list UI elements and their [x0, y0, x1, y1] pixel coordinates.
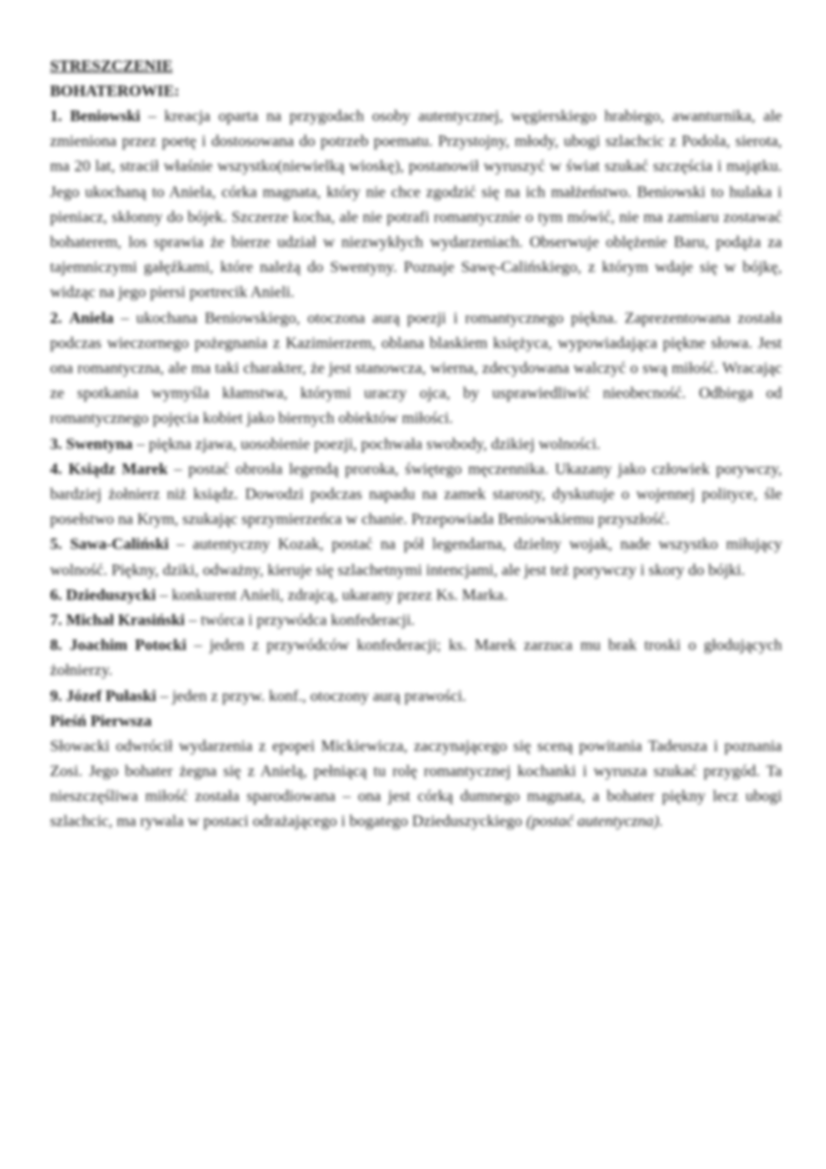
hero-name: Dzieduszycki	[66, 586, 156, 604]
song-text-note: (postać autentyczna).	[526, 813, 664, 831]
hero-name: Michał Krasiński	[66, 612, 185, 630]
hero-number: 3.	[50, 435, 62, 453]
hero-paragraph	[50, 608, 782, 633]
hero-paragraph	[50, 432, 782, 457]
hero-description: – jeden z przywódców konfederacji; ks. Marek zarzuca mu brak troski o głodujących żołnierzy.	[50, 637, 783, 680]
hero-name: Ksiądz Marek	[68, 460, 168, 478]
song-heading: Pieśń Pierwsza	[50, 712, 152, 730]
hero-number: 1.	[50, 108, 62, 125]
hero-paragraph	[50, 633, 782, 683]
hero-name: Sawa-Caliński	[69, 536, 169, 554]
hero-number: 2.	[50, 309, 62, 327]
document-body	[50, 54, 782, 835]
heroes-heading: BOHATEROWIE:	[50, 83, 180, 100]
hero-number: 4.	[50, 460, 62, 478]
hero-description: – kreacja oparta na przygodach osoby autentycznej, węgierskiego hrabiego, awanturnika, ale zmieniona przez poetę i dostosowana do potrzeb poematu. Przystojny, młody, ubogi szlachcic z Podola, sierota, ma 20 lat, stracił właśnie wszystko(niewielką wioskę), postanowił wyruszyć w świat szukać szczęścia i majątku. Jego ukochaną to Aniela, córka magnata, który nie chce zgodzić się na ich małżeństwo. Beniowski to hulaka i pieniacz, skłonny do bójek. Szczerze kocha, ale nie potrafi romantycznie o tym mówić, nie ma zamiaru zostawać bohaterem, los sprawia że bierze udział w niezwykłych wydarzeniach. Obserwuje oblężenie Baru, podąża za tajemniczymi gałęźkami, które należą do Swentyny. Poznaje Sawę-Calińskiego, z którym wdaje się w bójkę, widząc na jego piersi portrecik Anieli.	[50, 108, 783, 302]
hero-paragraph	[50, 457, 782, 533]
hero-name: Józef Pułaski	[66, 687, 157, 705]
hero-number: 6.	[50, 586, 62, 604]
hero-number: 5.	[50, 536, 62, 554]
hero-paragraph	[50, 583, 782, 608]
song-text: Słowacki odwrócił wydarzenia z epopei Mickiewicza, zaczynającego się sceną powitania Tadeusza i poznania Zosi. Jego bohater żegna się z Anielą, pełniącą tu rolę romantycznej kochanki i wyrusza szukać przygód. Ta nieszczęśliwa miłość została sparodiowana – ona jest córką dumnego magnata, a bohater piękny lecz ubogi szlachcic, ma rywala w postaci odrażającego i bogatego Dzieduszyckiego	[50, 737, 782, 831]
hero-description: – ukochana Beniowskiego, otoczona aurą poezji i romantycznego piękna. Zaprezentowana została podczas wieczornego pożegnania z Kazimierzem, oblana blaskiem księżyca, wypowiadająca piękne słowa. Jest ona romantyczna, ale ma taki charakter, że jest stanowcza, wierna, zdecydowana walczyć o swą miłość. Wracając ze spotkania wymyśla kłamstwa, którymi uraczy ojca, by usprawiedliwić nieobecność. Odbiega od romantycznego pojęcia kobiet jako biernych obiektów miłości.	[50, 309, 783, 428]
hero-number: 7.	[50, 612, 62, 630]
hero-number: 9.	[50, 687, 62, 705]
hero-name: Swentyna	[66, 435, 133, 453]
hero-description: – twórca i przywódca konfederacji.	[184, 612, 415, 630]
hero-description: – piękna zjawa, uosobienie poezji, pochwała swobody, dzikiej wolności.	[132, 435, 601, 453]
hero-description: – konkurent Anieli, zdrajcą, ukarany przez Ks. Marka.	[155, 586, 508, 604]
hero-name: Aniela	[69, 309, 114, 327]
hero-paragraph	[50, 104, 782, 306]
hero-paragraph	[50, 306, 782, 432]
hero-description: – jeden z przyw. konf., otoczony aurą prawości.	[156, 687, 467, 705]
hero-number: 8.	[50, 637, 62, 655]
hero-name: Joachim Potocki	[69, 637, 187, 655]
hero-description: – postać obrosła legendą proroka, świętego męczennika. Ukazany jako człowiek porywczy, bardziej żołnierz niż ksiądz. Dowodzi podczas napadu na zamek starosty, dyskutuje o wojennej polityce, śle posełstwo na Krym, szukając sprzymierzeńca w chanie. Przepowiada Beniowskiemu przyszłość.	[50, 460, 783, 529]
document-title: STRESZCZENIE	[50, 58, 173, 75]
hero-paragraph	[50, 532, 782, 582]
song-paragraph	[50, 734, 782, 835]
hero-description: – autentyczny Kozak, postać na pół legendarna, dzielny wojak, nade wszystko miłujący wolność. Piękny, dziki, odważny, kieruje się szlachetnymi intencjami, ale jest też porywczy i skory do bójki.	[50, 536, 783, 579]
hero-paragraph	[50, 684, 782, 709]
hero-name: Beniowski	[69, 108, 141, 125]
